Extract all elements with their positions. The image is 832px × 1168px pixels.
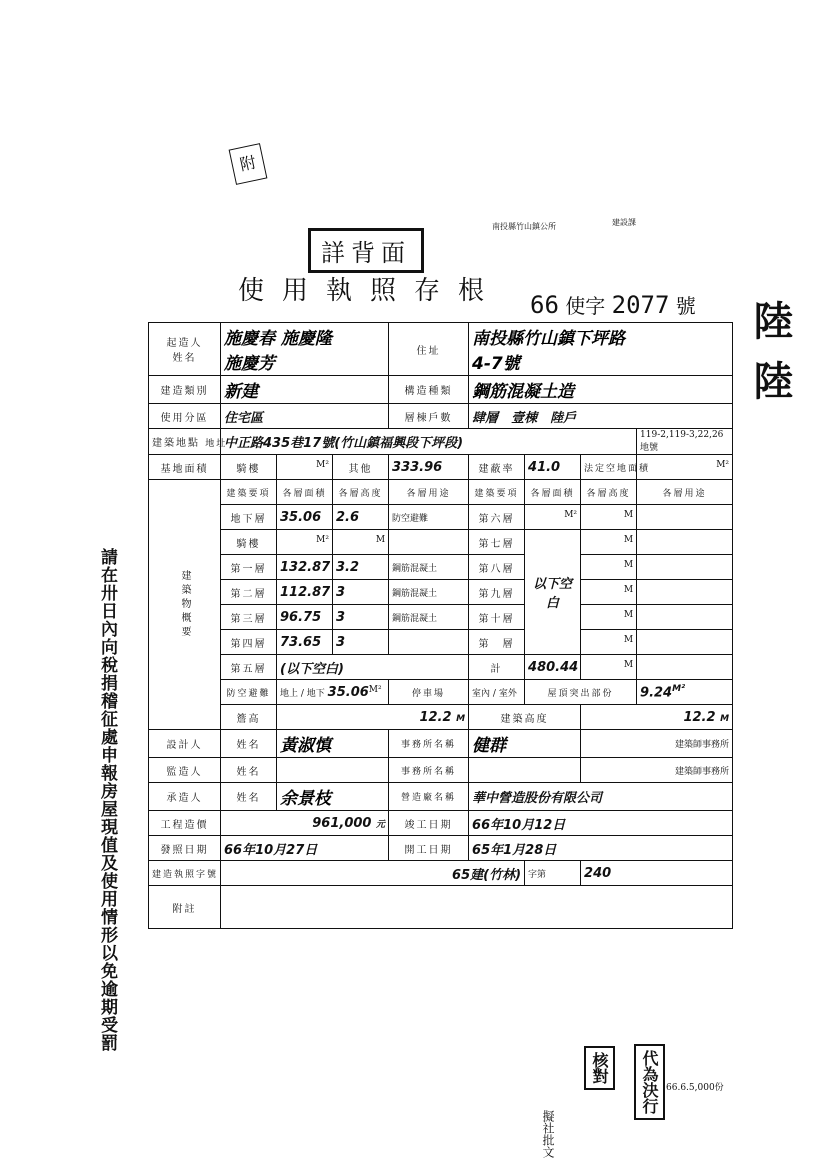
area-label: 基地面積 <box>149 455 221 480</box>
permit-form <box>148 322 733 929</box>
col-height: 各層高度 <box>333 480 389 505</box>
office-stamp-b: 建設課 <box>612 218 636 227</box>
page-title: 使用執照存根 <box>237 276 502 306</box>
issue-row: 發照日期 66年10月27日 開工日期 65年1月28日 <box>149 836 733 861</box>
remarks-row: 附註 <box>149 886 733 929</box>
table-row: 第二層 112.87 3 鋼筋混凝土 第九層 $^M$ <box>149 580 733 605</box>
other-value: 333.96 <box>389 455 469 480</box>
table-row: 第三層 96.75 3 鋼筋混凝土 第十層 $^M$ <box>149 605 733 630</box>
table-row: 防空避難 地上 / 地下 35.06M² 停車場 室內 / 室外 屋頂突出部份 $9.24^{M^2}$ <box>149 680 733 705</box>
zone-label: 使用分區 <box>149 404 221 429</box>
structure-label: 構造種類 <box>389 376 469 404</box>
other-label: 其他 <box>333 455 389 480</box>
attachment-mark: 附 <box>229 143 268 185</box>
floors-label: 層棟戶數 <box>389 404 469 429</box>
seal-approve: 擬社批文 <box>541 1110 555 1158</box>
site-value: 中正路435巷17號(竹山鎮福興段下坪段) <box>221 429 637 455</box>
table-row: 地下層 35.06 2.6 防空避難 第六層 $^{M^2}$ $^M$ <box>149 505 733 530</box>
col-item: 建築要項 <box>221 480 277 505</box>
legal-open-label: 法定空地面積 <box>581 455 637 480</box>
floors-value: 肆層 壹棟 陸戶 <box>469 404 733 429</box>
table-row: 簷高 12.2 M 建築高度 12.2 M <box>149 705 733 730</box>
owner-address: 南投縣竹山鎮下坪路 4-7號 <box>469 323 733 376</box>
see-back-stamp: 詳背面 <box>308 228 424 273</box>
table-row: 第五層 (以下空白) 計 480.44 $^M$ <box>149 655 733 680</box>
legal-open-value: M² <box>637 455 733 480</box>
arcade-value: M² <box>277 455 333 480</box>
table-row: 第一層 132.87 3.2 鋼筋混凝土 第八層 $^M$ <box>149 555 733 580</box>
owner-names: 施慶春 施慶隆 施慶芳 <box>221 323 389 376</box>
coverage-label: 建蔽率 <box>469 455 525 480</box>
category-label: 建造類別 <box>149 376 221 404</box>
right-margin-text: 陸陸 <box>747 300 794 420</box>
cost-row: 工程造價 961,000 元 竣工日期 66年10月12日 <box>149 811 733 836</box>
designer-row: 設計人 姓名 黃淑慎 事務所名稱 健群 建築師事務所 <box>149 730 733 758</box>
office-stamp-a: 南投縣竹山鎮公所 <box>492 222 556 231</box>
col-item-r: 建築要項 <box>469 480 525 505</box>
category-value: 新建 <box>221 376 389 404</box>
col-area-r: 各層面積 <box>525 480 581 505</box>
col-use-r: 各層用途 <box>637 480 733 505</box>
land-number: 119-2,119-3,22,26 地號 <box>637 429 733 455</box>
col-area: 各層面積 <box>277 480 333 505</box>
table-row: 第四層 73.65 3 第 層 $^M$ <box>149 630 733 655</box>
building-summary-label: 建築物概要 <box>149 480 221 730</box>
seal-decide: 代為決行 <box>634 1044 665 1120</box>
side-note: 請在卅日內向稅捐稽征處申報房屋現值及使用情形以免逾期受罰 <box>97 548 117 1052</box>
col-height-r: 各層高度 <box>581 480 637 505</box>
zone-value: 住宅區 <box>221 404 389 429</box>
structure-value: 鋼筋混凝土造 <box>469 376 733 404</box>
arcade-label: 騎樓 <box>221 455 277 480</box>
col-use: 各層用途 <box>389 480 469 505</box>
right-blank-note: 以下空白 <box>525 530 581 655</box>
contractor-row: 承造人 姓名 余景枝 營造廠名稱 華中營造股份有限公司 <box>149 783 733 811</box>
coverage-value: 41.0 <box>525 455 581 480</box>
table-row: 騎樓 $^{M^2}$ $^M$ 第七層 以下空白 $^M$ <box>149 530 733 555</box>
supervisor-row: 監造人 姓名 事務所名稱 建築師事務所 <box>149 758 733 783</box>
address-label: 住址 <box>389 323 469 376</box>
owner-label: 起造人 姓名 <box>149 323 221 376</box>
print-note: 66.6.5,000份 <box>666 1083 724 1093</box>
seal-verify: 核對 <box>584 1046 615 1090</box>
site-label: 建築地點 地址 <box>149 429 221 455</box>
permit-number: 66 使字 2077 號 <box>530 291 696 319</box>
permit-row: 建造執照字號 65建(竹林) 字第 240 <box>149 861 733 886</box>
